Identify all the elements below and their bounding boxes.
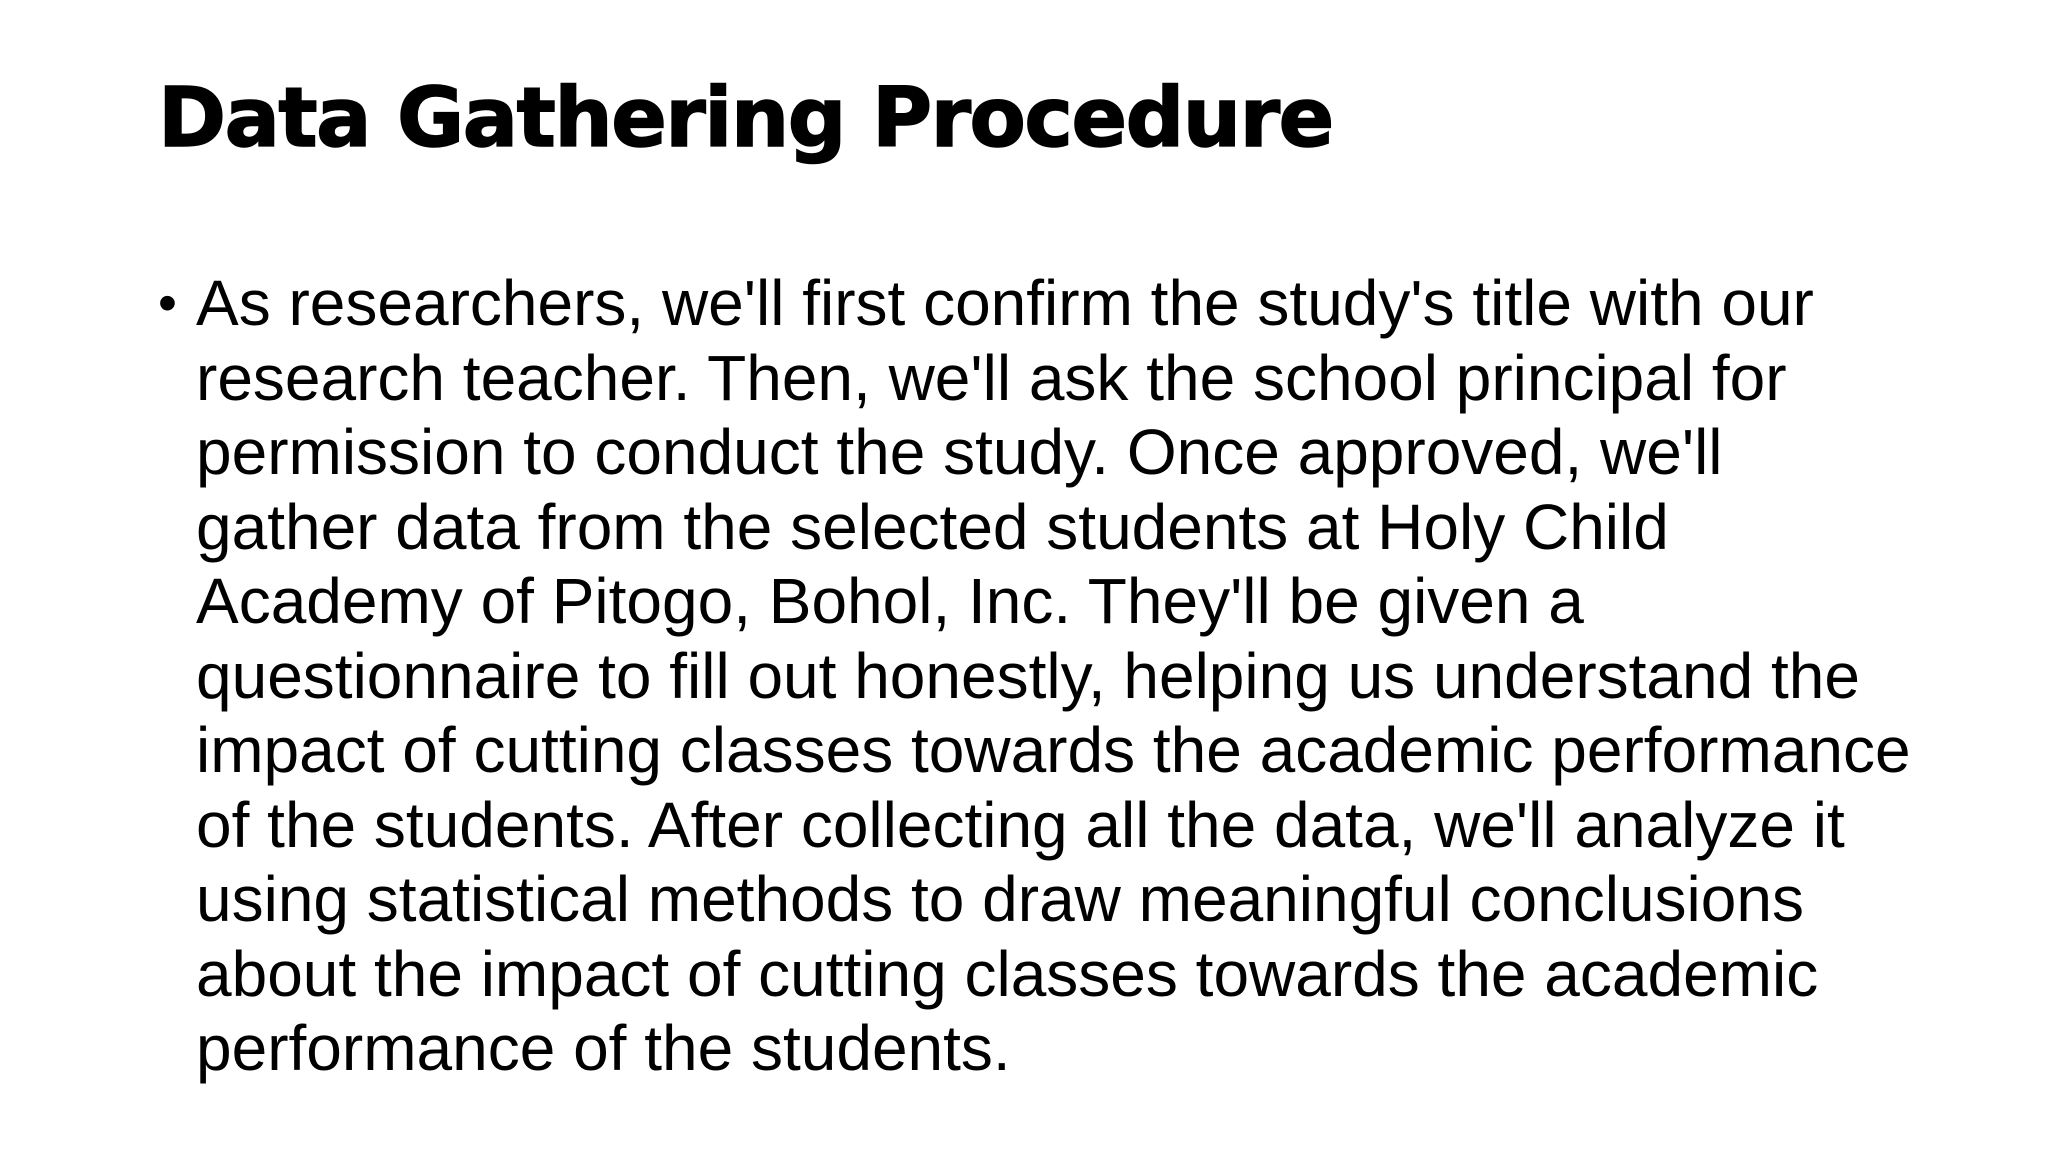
bullet-item bbox=[158, 266, 1918, 1086]
bullet-text: As researchers, we'll first confirm the study's title with our research teacher. Then, we'll ask the school principal for permission to conduct the study. Once approved, we'll gather data from the selected students at Holy Child Academy of Pitogo, Bohol, Inc. They'll be given a questionnaire to fill out honestly, helping us understand the impact of cutting classes towards the academic performance of the students. After collecting all the data, we'll analyze it using statistical methods to draw meaningful conclusions about the impact of cutting classes towards the academic performance of the students. bbox=[196, 267, 1911, 1084]
slide-title: Data Gathering Procedure bbox=[158, 71, 1333, 166]
bullet-list bbox=[158, 266, 1918, 1086]
bullet-icon: • bbox=[158, 273, 177, 333]
